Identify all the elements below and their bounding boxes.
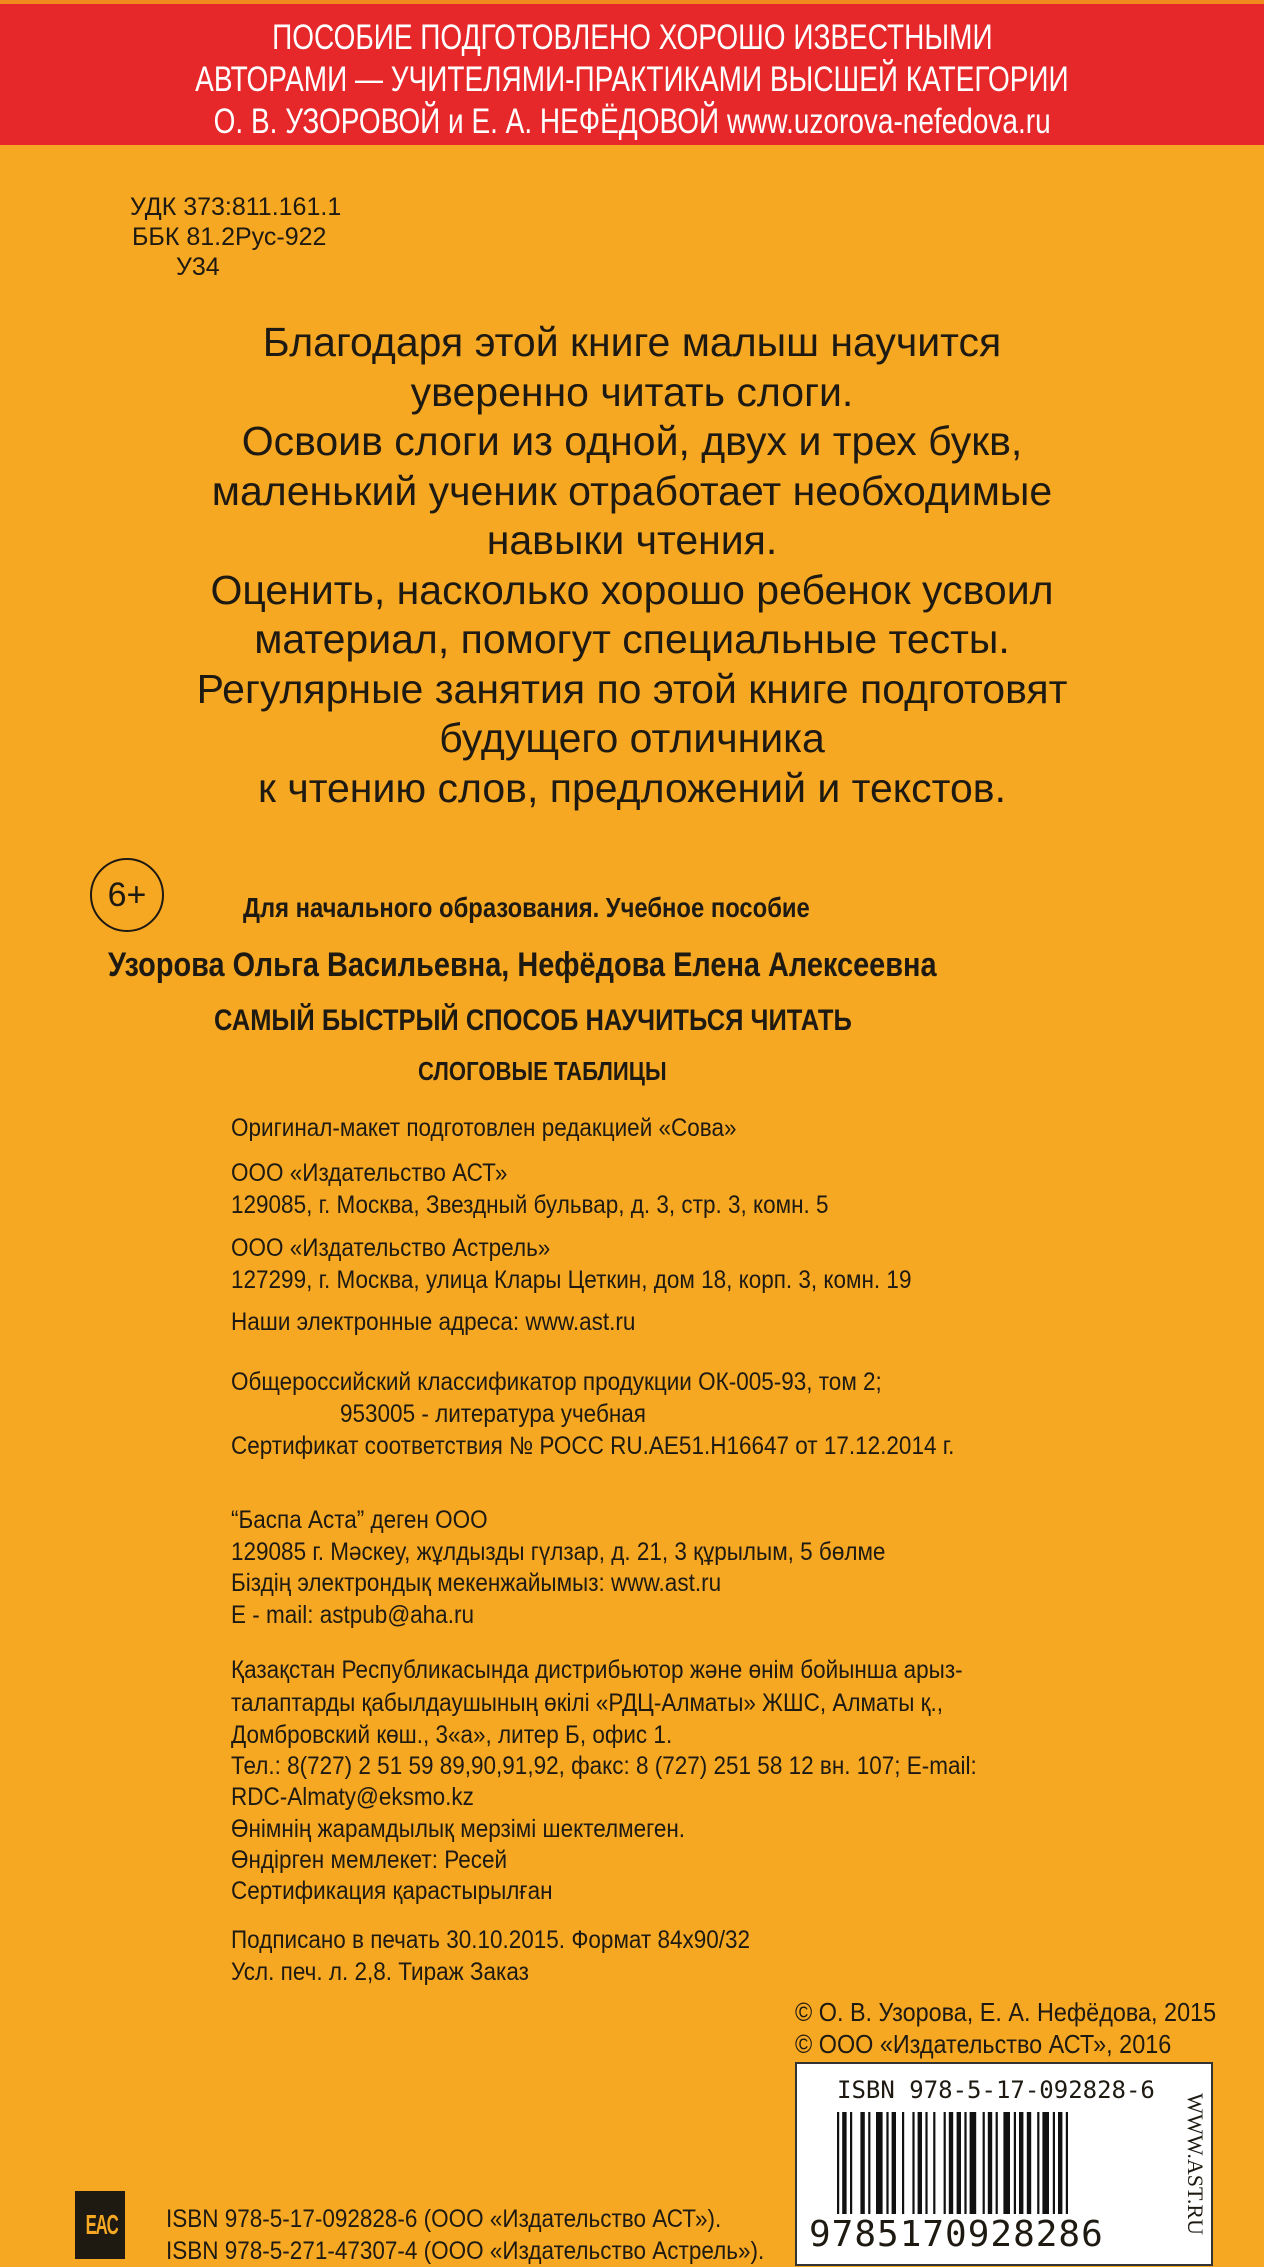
imprint-line: Подписано в печать 30.10.2015. Формат 84x90/32 [231,1926,751,1954]
barcode-bar [1042,2112,1049,2222]
barcode-bar [944,2112,946,2222]
imprint-line: 129085, г. Москва, Звездный бульвар, д. 3, стр. 3, комн. 5 [231,1191,829,1219]
website-vertical: WWW.AST.RU [1183,2093,1208,2235]
imprint-line: Сертификация қарастырылған [231,1877,553,1905]
book-subtitle: СЛОГОВЫЕ ТАБЛИЦЫ [418,1056,667,1086]
barcode-digits: 9785170928286 [809,2214,1104,2255]
imprint-line: Сертификат соответствия № РОСС RU.AE51.H16647 от 17.12.2014 г. [231,1432,955,1460]
imprint-line: Өндірген мемлекет: Ресей [231,1846,508,1874]
barcode-bar [1014,2112,1016,2222]
barcode-isbn-label: ISBN 978-5-17-092828-6 [837,2076,1155,2104]
book-authors: Узорова Ольга Васильевна, Нефёдова Елена Алексеевна [108,946,937,984]
description-line: материал, помогут специальные тесты. [254,616,1010,662]
copyright-block [795,1996,1263,2060]
imprint-line: Өнімнің жарамдылық мерзімі шектелмеген. [231,1815,686,1843]
copyright-line: © ООО «Издательство АСТ», 2016 [795,2029,1172,2059]
book-category: Для начального образования. Учебное пособие [243,892,810,923]
imprint-line: Тел.: 8(727) 2 51 59 89,90,91,92, факс: 8 (727) 251 58 12 вн. 107; E-mail: [231,1752,977,1780]
udk-code: УДК 373:811.161.1 [130,193,342,221]
description-line: уверенно читать слоги. [410,368,854,415]
description-line: навыки чтения. [486,517,778,563]
description-line: к чтению слов, предложений и текстов. [258,764,1006,811]
description-line: будущего отличника [439,715,825,761]
barcode-bar [902,2112,904,2222]
barcode-bar [1003,2112,1010,2222]
barcode-bar [983,2112,985,2222]
eac-logo-icon: EAC [75,2191,125,2259]
imprint-line: Наши электронные адреса: www.ast.ru [231,1308,636,1336]
author-mark: У34 [176,253,220,281]
barcode-bar [1037,2112,1039,2222]
imprint-line: “Баспа Аста” деген ООО [231,1506,488,1534]
isbn-barcode [795,2062,1213,2266]
description-line: Оценить, насколько хорошо ребенок усвоил [210,566,1054,613]
isbn-line: ISBN 978-5-271-47307-4 (ООО «Издательство Астрель»). [166,2237,765,2265]
imprint-line: Домбровский көш., 3«а», литер Б, офис 1. [231,1721,673,1749]
imprint-line: RDC-Almaty@eksmo.kz [231,1783,474,1811]
barcode-bar [1053,2112,1055,2222]
imprint-line: 953005 - литература учебная [340,1400,646,1428]
book-title: САМЫЙ БЫСТРЫЙ СПОСОБ НАУЧИТЬСЯ ЧИТАТЬ [214,1004,852,1037]
imprint-line: Қазақстан Республикасында дистрибьютор және өнім бойынша арыз- [231,1656,963,1684]
age-rating-badge: 6+ [90,858,164,932]
barcode-bar [886,2112,888,2222]
description-line: Регулярные занятия по этой книге подготовят [196,665,1068,712]
imprint-line: талаптарды қабылдаушының өкілі «РДЦ-Алматы» ЖШС, Алматы қ., [231,1689,944,1717]
imprint-line: Общероссийский классификатор продукции ОК-005-93, том 2; [231,1368,882,1396]
copyright-line: © О. В. Узорова, Е. А. Нефёдова, 2015 [795,1997,1217,2027]
banner-line: О. В. УЗОРОВОЙ и Е. А. НЕФЁДОВОЙ www.uzorova-nefedova.ru [213,102,1051,141]
barcode-bar [964,2112,966,2222]
imprint-line: ООО «Издательство Астрель» [231,1234,551,1262]
description-paragraph [0,318,1264,813]
imprint-line: E - mail: astpub@aha.ru [231,1601,474,1629]
barcode-bar [860,2112,864,2222]
imprint-line: Біздің электрондық мекенжайымыз: www.ast.ru [231,1569,722,1597]
imprint-line: Усл. печ. л. 2,8. Тираж Заказ [231,1958,529,1986]
banner-line: АВТОРАМИ — УЧИТЕЛЯМИ-ПРАКТИКАМИ ВЫСШЕЙ КАТЕГОРИИ [195,60,1069,99]
isbn-line: ISBN 978-5-17-092828-6 (ООО «Издательство АСТ»). [166,2205,722,2233]
barcode-bar [876,2112,883,2222]
barcode-bar [1027,2112,1031,2222]
barcode-bar [912,2112,914,2222]
barcode-bar [868,2112,870,2222]
barcode-bar [892,2112,896,2222]
barcode-bar [925,2112,927,2222]
barcode-bar [918,2112,922,2222]
bbk-code: ББК 81.2Рус-922 [132,223,327,251]
description-line: Благодаря этой книге малыш научится [262,319,1002,365]
imprint-line: 129085 г. Мәскеу, жұлдызды гүлзар, д. 21, 3 құрылым, 5 бөлме [231,1538,886,1566]
barcode-bar [933,2112,935,2222]
barcode-bar [850,2112,852,2222]
barcode-bar [988,2112,992,2222]
banner-line: ПОСОБИЕ ПОДГОТОВЛЕНО ХОРОШО ИЗВЕСТНЫМИ [271,18,993,57]
imprint-line: ООО «Издательство АСТ» [231,1159,508,1187]
authors-banner [0,4,1264,145]
description-line: Освоив слоги из одной, двух и трех букв, [241,418,1023,464]
barcode-bar [996,2112,998,2222]
barcode-bar [970,2112,977,2222]
description-line: маленький ученик отработает необходимые [211,467,1053,514]
barcode-bar [1019,2112,1023,2222]
imprint-line: Оригинал-макет подготовлен редакцией «Сова» [231,1114,737,1142]
imprint-line: 127299, г. Москва, улица Клары Цеткин, дом 18, корп. 3, комн. 19 [231,1266,912,1294]
